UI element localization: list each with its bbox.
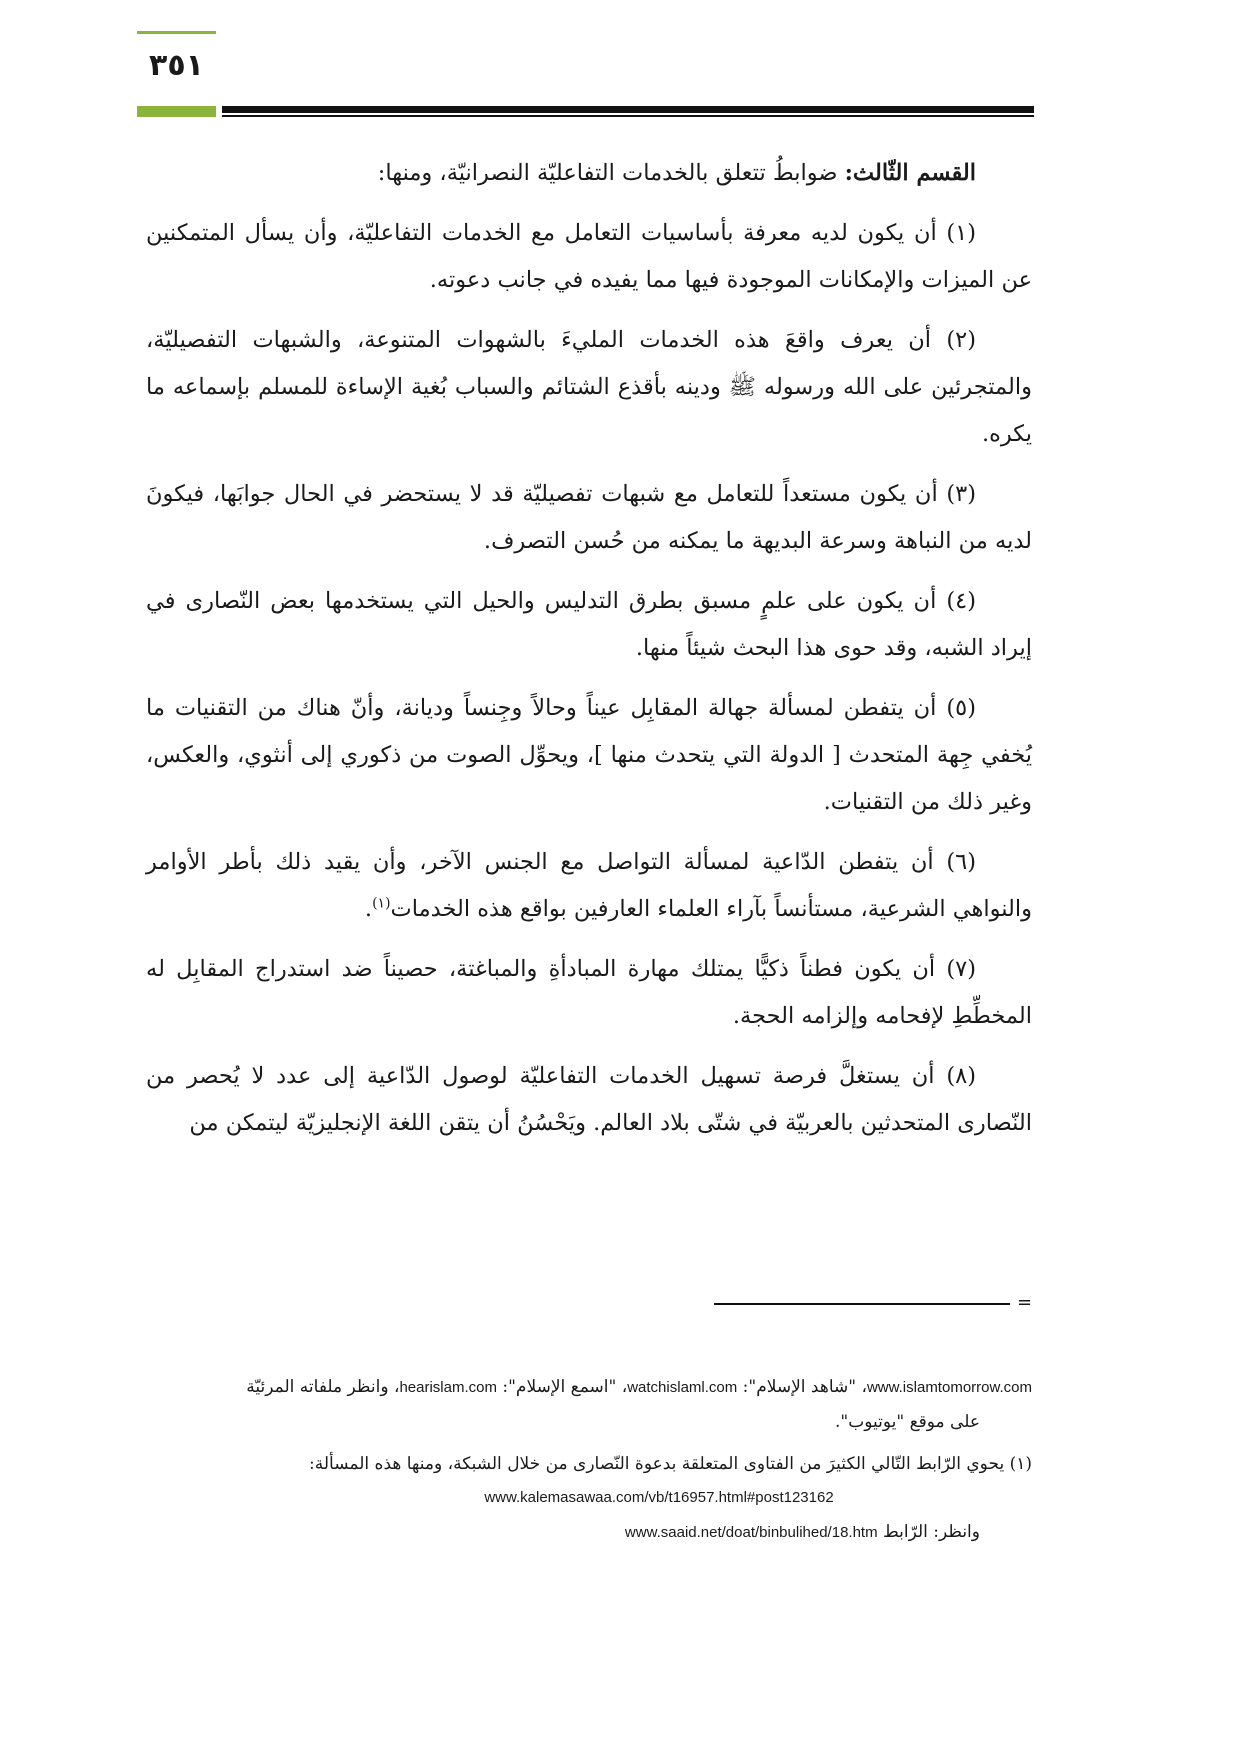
section-title: القسم الثّالث: bbox=[844, 160, 976, 186]
fn-link-3[interactable]: hearislam.com bbox=[399, 1379, 497, 1396]
footnote-separator bbox=[714, 1303, 1010, 1305]
footnote-ref: (١) bbox=[372, 895, 391, 912]
item-1: (١) أن يكون لديه معرفة بأساسيات التعامل مع الخدمات التفاعليّة، وأن يسأل المتمكنين عن الميزات والإمكانات الموجودة فيها مما يفيده في جانب دعوته. bbox=[146, 220, 1032, 293]
fn-link-2[interactable]: watchislaml.com bbox=[627, 1379, 738, 1396]
page-number: ٣٥١ bbox=[149, 48, 204, 83]
see-also-link[interactable]: www.saaid.net/doat/binbulihed/18.htm bbox=[624, 1524, 878, 1541]
body-text bbox=[146, 150, 1032, 1160]
item-6-text: (٦) أن يتفطن الدّاعية لمسألة التواصل مع الجنس الآخر، وأن يقيد ذلك بأطر الأوامر والنواهي الشرعية، مستأنساً بآراء العلماء العارفين بواقع هذه الخدمات bbox=[146, 849, 1032, 922]
header-accent-bar bbox=[137, 106, 216, 117]
footnotes bbox=[146, 1370, 1032, 1550]
header-rule-thin bbox=[222, 115, 1034, 117]
section-intro: ضوابطُ تتعلق بالخدمات التفاعليّة النصرانيّة، ومنها: bbox=[377, 160, 845, 186]
item-4: (٤) أن يكون على علمٍ مسبق بطرق التدليس والحيل التي يستخدمها بعض النّصارى في إيراد الشبه، وقد حوى هذا البحث شيئاً منها. bbox=[146, 588, 1032, 661]
footnote-continuation-line2: على موقع "يوتيوب". bbox=[834, 1412, 980, 1432]
fn-link-1[interactable]: www.islamtomorrow.com bbox=[866, 1379, 1032, 1396]
fn-tail: ، وانظر ملفاته المرئيّة bbox=[246, 1377, 400, 1397]
footnote-continuation bbox=[146, 1370, 1032, 1405]
footnote-1-see-also bbox=[146, 1515, 1032, 1550]
footnote-1: (١) يحوي الرّابط التّالي الكثيرَ من الفتاوى المتعلقة بدعوة النّصارى من خلال الشبكة، ومنها هذه المسألة: bbox=[309, 1454, 1032, 1474]
item-7: (٧) أن يكون فطناً ذكيًّا يمتلك مهارة المبادأةِ والمباغتة، حصيناً ضد استدراج المقابِل له المخطِّطِ لإفحامه وإلزامه الحجة. bbox=[146, 956, 1032, 1029]
fn-sep-2: ، "اسمع الإسلام": bbox=[496, 1377, 628, 1397]
footnote-1-link[interactable]: www.kalemasawaa.com/vb/t16957.html#post123162 bbox=[484, 1489, 834, 1506]
fn-sep-1: ، "شاهد الإسلام": bbox=[737, 1377, 867, 1397]
section-heading bbox=[146, 150, 1032, 197]
item-2: (٢) أن يعرف واقعَ هذه الخدمات المليءَ بالشهوات المتنوعة، والشبهات التفصيليّة، والمتجرئين على الله ورسوله ﷺ ودينه بأقذع الشتائم والسباب بُغية الإساءة للمسلم بإسماعه ما يكره. bbox=[146, 327, 1032, 447]
item-5: (٥) أن يتفطن لمسألة جهالة المقابِل عيناً وحالاً وجِنساً وديانة، وأنّ هناك من التقنيات ما يُخفي جِهة المتحدث [ الدولة التي يتحدث منها ]، ويحوِّل الصوت من ذكوري إلى أنثوي، والعكس، وغير ذلك من التقنيات. bbox=[146, 695, 1032, 815]
item-6-end: . bbox=[364, 896, 373, 922]
header-accent-line bbox=[137, 31, 216, 34]
item-8: (٨) أن يستغلَّ فرصة تسهيل الخدمات التفاعليّة لوصول الدّاعية إلى عدد لا يُحصر من النّصارى المتحدثين بالعربيّة في شتّى بلاد العالم. ويَحْسُنُ أن يتقن اللغة الإنجليزيّة ليتمكن من bbox=[146, 1063, 1032, 1136]
item-6 bbox=[146, 839, 1032, 933]
item-3: (٣) أن يكون مستعداً للتعامل مع شبهات تفصيليّة قد لا يستحضر في الحال جوابَها، فيكونَ لديه من النباهة وسرعة البديهة ما يمكنه من حُسن التصرف. bbox=[146, 481, 1032, 554]
see-also-label: وانظر: الرّابط bbox=[877, 1522, 980, 1542]
header-rule-thick bbox=[222, 106, 1034, 113]
footnote-continuation-mark: = bbox=[1017, 1292, 1033, 1313]
